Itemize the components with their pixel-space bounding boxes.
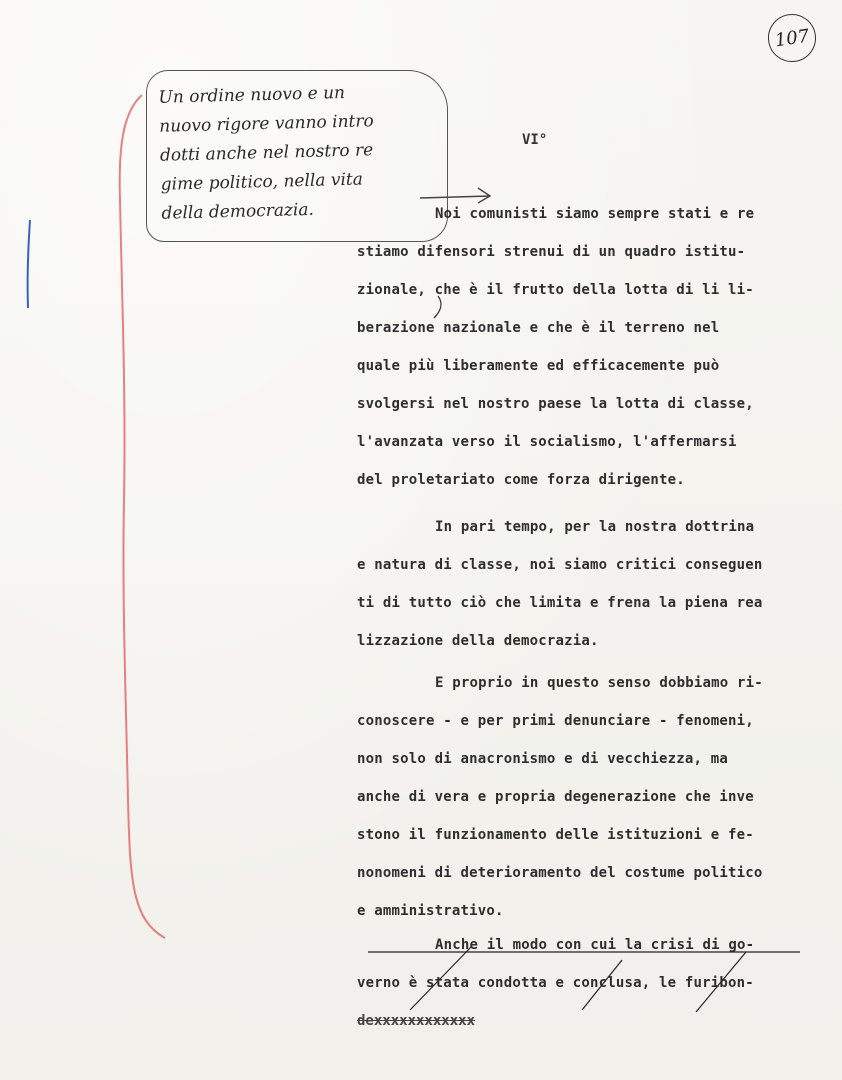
note-line: nuovo rigore vanno intro: [159, 111, 374, 137]
text-line: svolgersi nel nostro paese la lotta di classe,: [357, 396, 754, 412]
note-line: Un ordine nuovo e un: [158, 82, 346, 108]
text-line: verno è stata condotta e conclusa, le furibon-: [357, 975, 754, 991]
text-line: anche di vera e propria degenerazione che inve: [357, 789, 754, 805]
text-line: non solo di anacronismo e di vecchiezza, ma: [357, 751, 729, 767]
text-line: In pari tempo, per la nostra dottrina: [435, 519, 755, 535]
text-line: ti di tutto ciò che limita e frena la piena rea: [357, 595, 763, 611]
text-line: del proletariato come forza dirigente.: [357, 472, 685, 488]
page-number: 107: [765, 11, 819, 65]
crossed-out-text: dexxxxxxxxxxxx: [357, 1013, 476, 1029]
text-line: quale più liberamente ed efficacemente può: [357, 358, 720, 374]
text-line: zionale, che è il frutto della lotta di li li-: [357, 282, 754, 298]
text-line: lizzazione della democrazia.: [357, 633, 599, 649]
typed-paragraph-2: [357, 508, 812, 660]
blue-pencil-mark: [28, 220, 30, 308]
text-line: e natura di classe, noi siamo critici conseguen: [357, 557, 763, 573]
typed-paragraph-3: [357, 664, 812, 930]
text-line: berazione nazionale e che è il terreno nel: [357, 320, 720, 336]
text-line: stiamo difensori strenui di un quadro istitu-: [357, 244, 746, 260]
text-line: stono il funzionamento delle istituzioni e fe-: [357, 827, 754, 843]
note-line: della democrazia.: [161, 199, 315, 224]
struck-paragraph: [357, 926, 812, 1040]
text-line: l'avanzata verso il socialismo, l'affermarsi: [357, 434, 737, 450]
text-line: e amministrativo.: [357, 903, 504, 919]
text-line: E proprio in questo senso dobbiamo ri-: [435, 675, 763, 691]
text-line: conoscere - e per primi denunciare - fenomeni,: [357, 713, 754, 729]
note-line: gime politico, nella vita: [160, 169, 364, 195]
text-line: Anche il modo con cui la crisi di go-: [435, 937, 755, 953]
note-line: dotti anche nel nostro re: [159, 140, 374, 166]
text-line: nonomeni di deterioramento del costume politico: [357, 865, 763, 881]
section-heading: VI°: [522, 132, 548, 148]
text-line: Noi comunisti siamo sempre stati e re: [435, 206, 755, 222]
typed-paragraph-1: [357, 195, 812, 499]
